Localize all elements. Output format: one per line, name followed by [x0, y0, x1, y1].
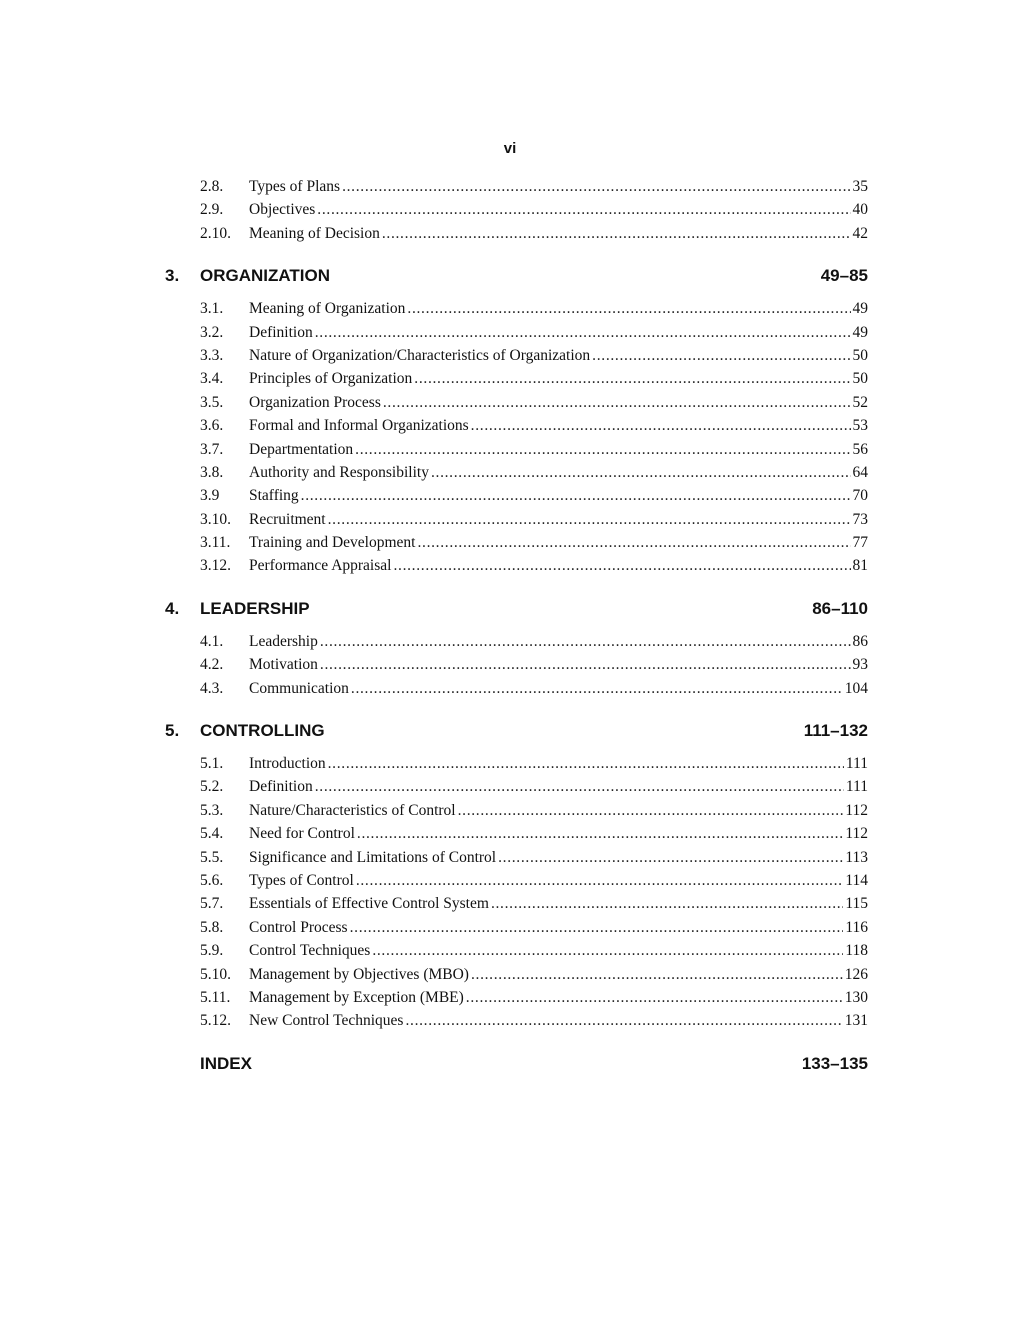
entry-line	[249, 222, 868, 245]
entry-title: Recruitment	[249, 510, 326, 528]
entry-number: 3.4.	[200, 370, 224, 388]
dot-leader	[328, 508, 851, 531]
entry-line	[249, 198, 868, 221]
entry-page-number: 73	[852, 510, 868, 528]
toc-entry[interactable]	[0, 630, 1020, 653]
dot-leader	[357, 822, 843, 845]
toc-entry[interactable]	[0, 846, 1020, 869]
entry-page-number: 86	[852, 632, 868, 650]
toc-entry[interactable]	[0, 508, 1020, 531]
dot-leader	[351, 677, 843, 700]
entry-number: 5.1.	[200, 755, 224, 773]
entry-number: 2.9.	[200, 201, 224, 219]
entry-title: Leadership	[249, 632, 318, 650]
entry-number: 3.8.	[200, 463, 224, 481]
dot-leader	[466, 986, 843, 1009]
entry-page-number: 130	[844, 988, 868, 1006]
entry-page-number: 50	[852, 370, 868, 388]
entry-line	[249, 438, 868, 461]
dot-leader	[393, 554, 850, 577]
toc-entry[interactable]	[0, 677, 1020, 700]
entry-line	[249, 799, 868, 822]
entry-title: Performance Appraisal	[249, 557, 392, 575]
entry-page-number: 113	[845, 848, 868, 866]
dot-leader	[320, 630, 851, 653]
entry-title: Control Process	[249, 918, 348, 936]
chapter-heading[interactable]	[0, 592, 1020, 626]
entry-page-number: 42	[852, 224, 868, 242]
toc-entry[interactable]	[0, 653, 1020, 676]
entry-line	[249, 175, 868, 198]
entry-title: Introduction	[249, 755, 326, 773]
chapter-title: INDEX	[200, 1053, 252, 1073]
entry-title: Control Techniques	[249, 942, 371, 960]
entry-page-number: 112	[845, 825, 868, 843]
entry-title: Training and Development	[249, 534, 416, 552]
chapter-title: CONTROLLING	[200, 721, 325, 741]
dot-leader	[431, 461, 851, 484]
entry-number: 4.3.	[200, 679, 224, 697]
entry-line	[249, 916, 868, 939]
entry-title: Types of Control	[249, 871, 354, 889]
entry-page-number: 49	[852, 300, 868, 318]
entry-page-number: 35	[852, 178, 868, 195]
toc-entry[interactable]	[0, 986, 1020, 1009]
entry-page-number: 93	[852, 656, 868, 674]
entry-number: 3.3.	[200, 346, 224, 364]
entry-page-number: 77	[852, 534, 868, 552]
entry-title: Types of Plans	[249, 178, 341, 195]
entry-line	[249, 461, 868, 484]
toc-entry[interactable]	[0, 799, 1020, 822]
entry-number: 2.8.	[200, 178, 224, 195]
entry-page-number: 53	[852, 417, 868, 435]
entry-number: 2.10.	[200, 224, 231, 242]
entry-title: Definition	[249, 323, 313, 341]
dot-leader	[491, 892, 843, 915]
chapter-heading[interactable]	[0, 1047, 1020, 1081]
entry-title: Departmentation	[249, 440, 354, 458]
entry-title: Definition	[249, 778, 313, 796]
entry-page-number: 70	[852, 487, 868, 505]
dot-leader	[356, 869, 843, 892]
dot-leader	[471, 963, 843, 986]
entry-number: 5.8.	[200, 918, 224, 936]
entry-title: Principles of Organization	[249, 370, 413, 388]
entry-page-number: 52	[852, 393, 868, 411]
entry-title: Management by Objectives (MBO)	[249, 965, 469, 983]
dot-leader	[407, 297, 850, 320]
chapter-number: 3.	[165, 266, 180, 286]
entry-page-number: 56	[852, 440, 868, 458]
toc-entry[interactable]	[0, 892, 1020, 915]
entry-number: 3.7.	[200, 440, 224, 458]
entry-page-number: 49	[852, 323, 868, 341]
entry-title: Organization Process	[249, 393, 381, 411]
entry-title: Objectives	[249, 201, 316, 219]
entry-title: Staffing	[249, 487, 299, 505]
entry-number: 5.3.	[200, 801, 224, 819]
entry-number: 3.6.	[200, 417, 224, 435]
dot-leader	[405, 1009, 842, 1032]
toc-entry[interactable]	[0, 752, 1020, 775]
toc-entry[interactable]	[0, 461, 1020, 484]
toc-entry[interactable]	[0, 175, 1020, 198]
entry-line	[249, 554, 868, 577]
dot-leader	[342, 175, 850, 198]
dot-leader	[372, 939, 843, 962]
entry-line	[249, 297, 868, 320]
toc-entry[interactable]	[0, 916, 1020, 939]
chapter-title: ORGANIZATION	[200, 266, 331, 286]
toc-entry[interactable]	[0, 869, 1020, 892]
entry-line	[249, 484, 868, 507]
dot-leader	[315, 321, 851, 344]
dot-leader	[458, 799, 844, 822]
entry-title: Authority and Responsibility	[249, 463, 429, 481]
chapter-page-range: 133–135	[801, 1053, 868, 1073]
dot-leader	[592, 344, 850, 367]
toc-entry[interactable]	[0, 963, 1020, 986]
entry-page-number: 111	[845, 755, 868, 773]
entry-page-number: 112	[845, 801, 868, 819]
dot-leader	[355, 438, 850, 461]
entry-line	[249, 653, 868, 676]
entry-number: 3.10.	[200, 510, 231, 528]
dot-leader	[471, 414, 851, 437]
entry-number: 3.5.	[200, 393, 224, 411]
entry-page-number: 111	[845, 778, 868, 796]
chapter-heading[interactable]	[0, 714, 1020, 748]
chapter-heading[interactable]	[0, 259, 1020, 293]
entry-line	[249, 846, 868, 869]
toc-entry[interactable]	[0, 775, 1020, 798]
toc-entry[interactable]	[0, 198, 1020, 221]
entry-line	[249, 775, 868, 798]
toc-entry[interactable]	[0, 344, 1020, 367]
chapter-title: LEADERSHIP	[200, 598, 310, 618]
entry-title: Motivation	[249, 656, 318, 674]
entry-line	[249, 531, 868, 554]
entry-page-number: 81	[852, 557, 868, 575]
entry-number: 5.9.	[200, 942, 224, 960]
entry-title: Formal and Informal Organizations	[249, 417, 469, 435]
entry-line	[249, 1009, 868, 1032]
entry-number: 4.1.	[200, 632, 224, 650]
page-folio: vi	[503, 140, 517, 157]
chapter-number: 5.	[165, 721, 180, 741]
toc-entry[interactable]	[0, 939, 1020, 962]
entry-number: 3.12.	[200, 557, 231, 575]
entry-title: Management by Exception (MBE)	[249, 988, 464, 1006]
entry-line	[249, 677, 868, 700]
dot-leader	[328, 752, 844, 775]
toc-entry[interactable]	[0, 222, 1020, 245]
entry-line	[249, 414, 868, 437]
entry-page-number: 50	[852, 346, 868, 364]
entry-page-number: 118	[845, 942, 868, 960]
entry-title: New Control Techniques	[249, 1012, 404, 1030]
entry-number: 5.12.	[200, 1012, 231, 1030]
entry-number: 3.2.	[200, 323, 224, 341]
entry-title: Nature/Characteristics of Control	[249, 801, 456, 819]
dot-leader	[301, 484, 851, 507]
toc-entry[interactable]	[0, 391, 1020, 414]
toc-entry[interactable]	[0, 414, 1020, 437]
entry-line	[249, 344, 868, 367]
entry-line	[249, 321, 868, 344]
entry-number: 5.4.	[200, 825, 224, 843]
entry-line	[249, 752, 868, 775]
entry-line	[249, 892, 868, 915]
entry-line	[249, 963, 868, 986]
dot-leader	[350, 916, 844, 939]
entry-line	[249, 822, 868, 845]
entry-page-number: 64	[852, 463, 868, 481]
entry-page-number: 131	[844, 1012, 868, 1030]
toc-entry[interactable]	[0, 484, 1020, 507]
entry-number: 5.7.	[200, 895, 224, 913]
entry-title: Meaning of Organization	[249, 300, 406, 318]
toc-entry[interactable]	[0, 297, 1020, 320]
entry-number: 3.1.	[200, 300, 224, 318]
entry-title: Essentials of Effective Control System	[249, 895, 489, 913]
dot-leader	[320, 653, 851, 676]
chapter-page-range: 111–132	[803, 721, 868, 741]
chapter-number: 4.	[165, 598, 180, 618]
entry-page-number: 126	[844, 965, 868, 983]
entry-page-number: 104	[844, 679, 868, 697]
entry-line	[249, 508, 868, 531]
toc-entry[interactable]	[0, 321, 1020, 344]
entry-number: 4.2.	[200, 656, 224, 674]
entry-line	[249, 630, 868, 653]
chapter-page-range: 49–85	[820, 266, 868, 286]
toc-entry[interactable]	[0, 554, 1020, 577]
entry-number: 5.6.	[200, 871, 224, 889]
toc-entry[interactable]	[0, 438, 1020, 461]
entry-title: Significance and Limitations of Control	[249, 848, 497, 866]
toc-entry[interactable]	[0, 822, 1020, 845]
entry-page-number: 114	[845, 871, 868, 889]
entry-page-number: 116	[845, 918, 868, 936]
entry-number: 3.11.	[200, 534, 231, 552]
entry-title: Communication	[249, 679, 349, 697]
entry-number: 5.11.	[200, 988, 231, 1006]
dot-leader	[498, 846, 843, 869]
entry-title: Nature of Organization/Characteristics of Organization	[249, 346, 591, 364]
entry-number: 5.5.	[200, 848, 224, 866]
entry-title: Need for Control	[249, 825, 355, 843]
entry-title: Meaning of Decision	[249, 224, 380, 242]
chapter-page-range: 86–110	[812, 598, 868, 618]
dot-leader	[383, 391, 851, 414]
entry-page-number: 115	[845, 895, 868, 913]
toc-entry[interactable]	[0, 531, 1020, 554]
table-of-contents	[0, 175, 1020, 1081]
entry-line	[249, 391, 868, 414]
dot-leader	[315, 775, 844, 798]
dot-leader	[414, 367, 850, 390]
entry-number: 5.2.	[200, 778, 224, 796]
entry-line	[249, 367, 868, 390]
dot-leader	[417, 531, 850, 554]
toc-entry[interactable]	[0, 1009, 1020, 1032]
entry-page-number: 40	[852, 201, 868, 219]
entry-number: 3.9	[200, 487, 220, 505]
entry-number: 5.10.	[200, 965, 231, 983]
dot-leader	[317, 198, 850, 221]
toc-entry[interactable]	[0, 367, 1020, 390]
entry-line	[249, 869, 868, 892]
entry-line	[249, 939, 868, 962]
dot-leader	[382, 222, 851, 245]
entry-line	[249, 986, 868, 1009]
